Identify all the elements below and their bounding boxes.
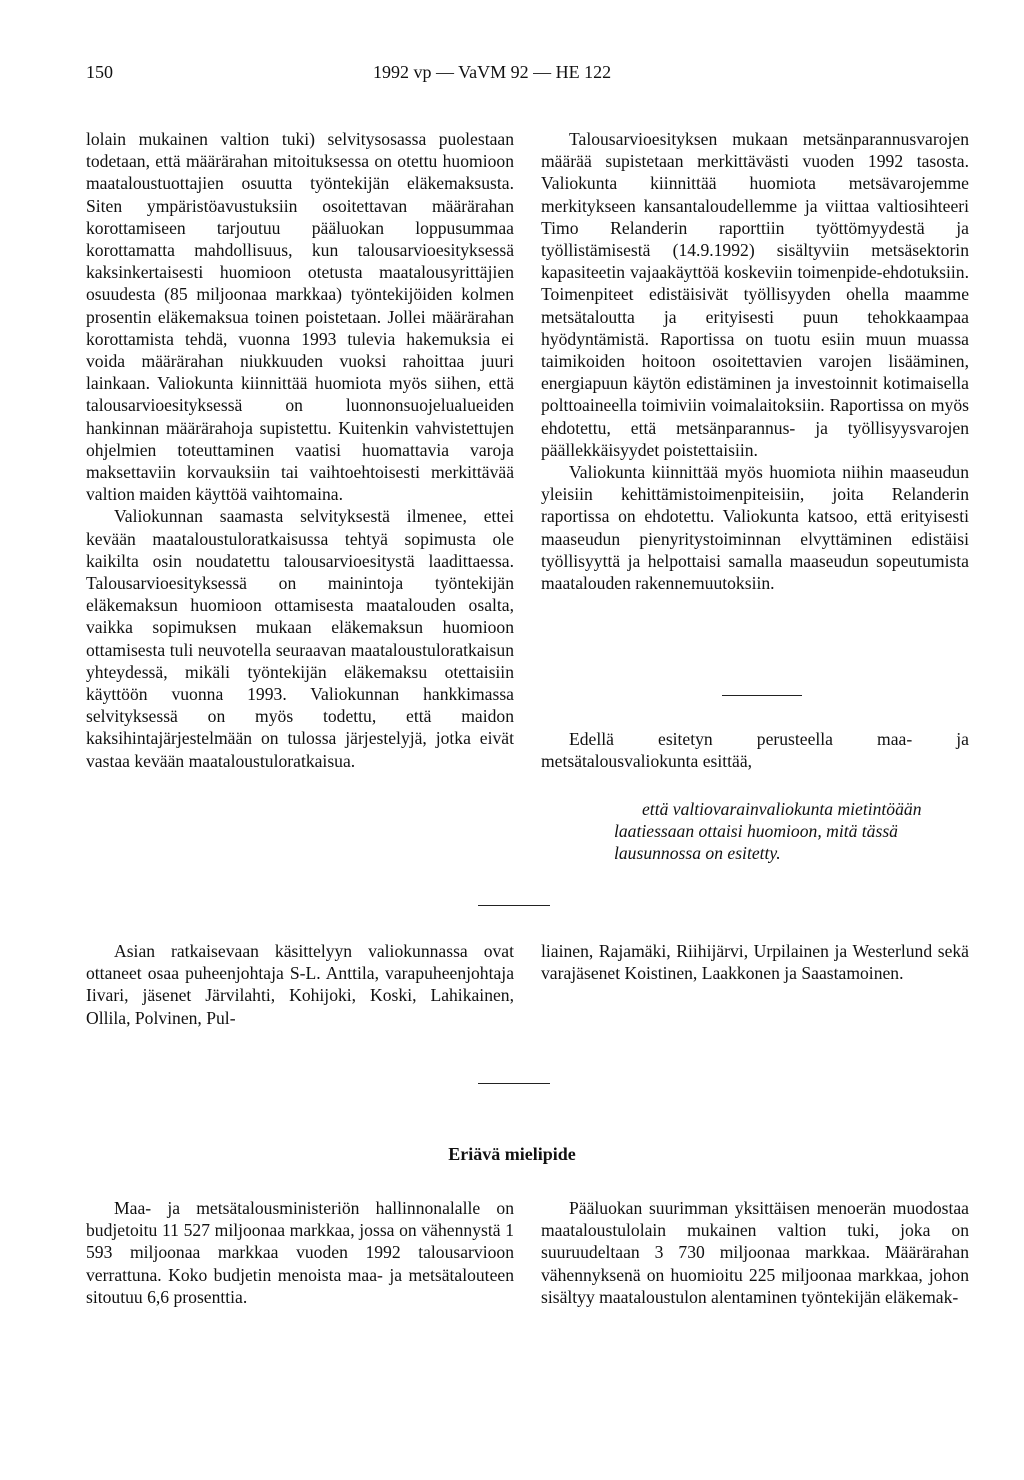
running-title: 1992 vp — VaVM 92 — HE 122 bbox=[373, 62, 612, 82]
paragraph: Valiokunnan saamasta selvityksestä ilmenee, ettei kevään maataloustuloratkaisussa tehtyä sopimusta ole kaikilta osin noudatettu talousarvioesitystä laadittaessa. Talousarvioesityksessä on mainintoja työntekijän eläkemaksun huomioon ottamisesta maatalouden osalta, vaikka sopimuksen mukaan eläkemaksun huomioon ottamisesta tuli neuvotella seuraavan maataloustuloratkaisun yhteydessä, mikäli työntekijän eläkemaksu otettaisiin käyttöön vuonna 1993. Valiokunnan hankkimassa selvityksessä on myös todettu, että maidon kaksihintajärjestelmään on tulossa järjestelyjä, jotka eivät vastaa kevään maataloustuloratkaisua. bbox=[86, 506, 514, 771]
divider bbox=[722, 695, 802, 696]
page-number: 150 bbox=[86, 62, 113, 82]
top-left-column bbox=[86, 128, 514, 772]
conclusion-block bbox=[541, 728, 969, 772]
dissent-title: Eriävä mielipide bbox=[448, 1144, 576, 1164]
proposal-text: että valtiovarainvaliokunta mietintöään laatiessaan ottaisi huomioon, mitä tässä lausunnossa on esitetty. bbox=[614, 799, 922, 864]
divider bbox=[478, 905, 550, 906]
participants-left bbox=[86, 940, 514, 1029]
participants-text: liainen, Rajamäki, Riihijärvi, Urpilainen ja Westerlund sekä varajäsenet Koistinen, Laakkonen ja Saastamoinen. bbox=[541, 941, 969, 984]
top-right-column bbox=[541, 128, 969, 594]
paragraph: Talousarvioesityksen mukaan metsänparannusvarojen määrää supistetaan merkittävästi vuoden 1992 tasosta. Valiokunta kiinnittää huomiota metsävarojemme merkitykseen kansantaloudellemme ja viittaa valtiosihteeri Timo Relanderin raporttiin työttömyydestä ja työllistämisestä (14.9.1992) sisältyviin metsäsektorin kapasiteetin vajaakäyttöä koskeviin toimenpide-ehdotuksiin. Toimenpiteet edistäisivät työllisyyden ohella maamme metsätaloutta ja erityisesti puun tehokkaampaa hyödyntämistä. Raportissa on tuotu esiin muun muassa taimikoiden hoitoon osoitettavien varojen lisääminen, energiapuun käytön edistäminen ja investoinnit kotimaisella polttoaineella toimiviin voimalaitoksiin. Raportissa on myös ehdotettu, että metsänparannus- ja työllisyysvarojen päällekkäisyydet poistettaisiin. bbox=[541, 129, 969, 460]
participants-right bbox=[541, 940, 969, 984]
divider bbox=[478, 1083, 550, 1084]
page-header bbox=[0, 62, 1024, 92]
proposal-block bbox=[614, 798, 969, 865]
conclusion-text: Edellä esitetyn perusteella maa- ja metsätalousvaliokunta esittää, bbox=[541, 729, 969, 772]
paragraph: Pääluokan suurimman yksittäisen menoerän muodostaa maataloustulolain mukainen valtion tuki, joka on suuruudeltaan 3 730 miljoonaa markkaa. Määrärahan vähennyksenä on huomioitu 225 miljoonaa markkaa, johon sisältyy maataloustulon alentaminen työntekijän eläkemak- bbox=[541, 1198, 969, 1307]
dissent-right bbox=[541, 1197, 969, 1308]
participants-text: Asian ratkaisevaan käsittelyyn valiokunnassa ovat ottaneet osaa puheenjohtaja S-L. Anttila, varapuheenjohtaja Iivari, jäsenet Järvilahti, Kohijoki, Koski, Lahikainen, Ollila, Polvinen, Pul- bbox=[86, 941, 514, 1028]
dissent-left bbox=[86, 1197, 514, 1308]
paragraph: lolain mukainen valtion tuki) selvitysosassa puolestaan todetaan, että määrärahan mitoituksessa on otettu huomioon maataloustuottajien osuutta työntekijän eläkemaksusta. Siten ympäristöavustuksiin osoitettavan määrärahan korottamiseen tarjoutuu pääluokan loppusummaa korottamatta mahdollisuus, kun talousarvioesityksessä kaksinkertaisesti huomioon otetusta maatalousyrittäjien osuudesta (85 miljoonaa markkaa) työntekijöiden kolmen prosentin eläkemaksua toinen poistetaan. Jollei määrärahan korottamista tehdä, vuonna 1993 tulevia hakemuksia ei voida määrärahan niukkuuden vuoksi rahoittaa juuri lainkaan. Valiokunta kiinnittää huomiota myös siihen, että talousarvioesityksessä on luonnonsuojelualueiden hankinnan määrärahoja supistettu. Kuitenkin vahvistettujen ohjelmien toteuttaminen vaatisi huomattavia varoja maksettaviin korvauksiin tai vaihtoehtoisesti merkittävää valtion maiden käyttöä vaihtomaina. bbox=[86, 129, 514, 505]
paragraph: Maa- ja metsätalousministeriön hallinnonalalle on budjetoitu 11 527 miljoonaa markkaa, jossa on vähennystä 1 593 miljoonaa markkaa vuoden 1992 talousarvioon verrattuna. Koko budjetin menoista maa- ja metsätalouteen sitoutuu 6,6 prosenttia. bbox=[86, 1198, 514, 1307]
paragraph: Valiokunta kiinnittää myös huomiota niihin maaseudun yleisiin kehittämistoimenpiteisiin, joita Relanderin raportissa on ehdotettu. Valiokunta katsoo, että erityisesti maaseudun pienyritystoiminnan elvyttäminen edistäisi työllisyyttä ja helpottaisi samalla maaseudun sopeutumista maatalouden rakennemuutoksiin. bbox=[541, 462, 969, 594]
